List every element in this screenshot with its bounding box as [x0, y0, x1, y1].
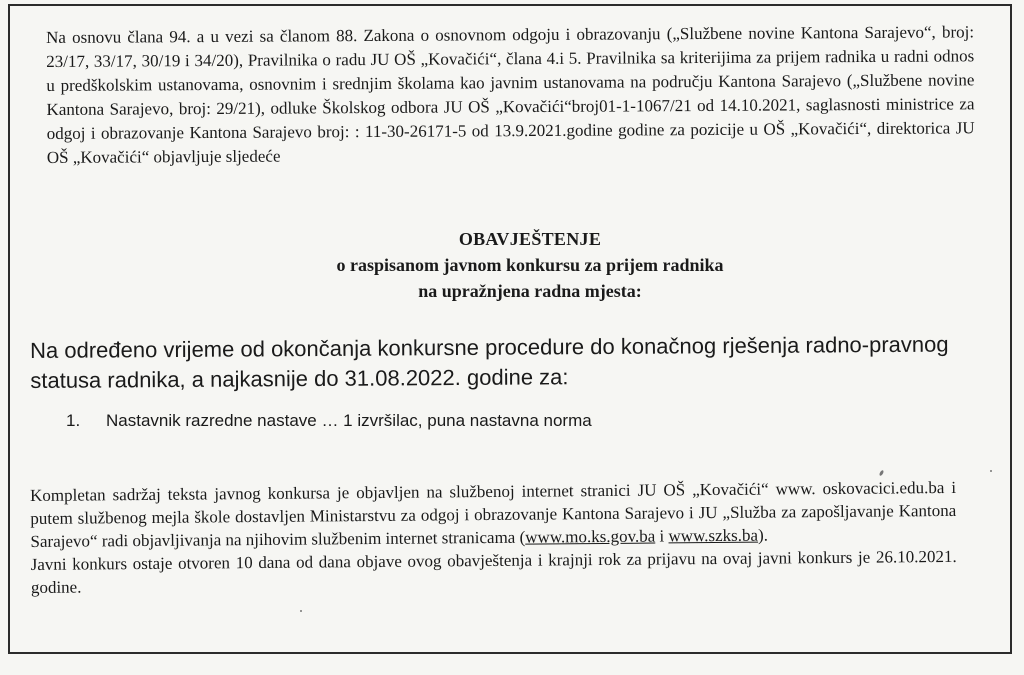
- footer-p1-end: ).: [757, 525, 769, 545]
- notice-heading: [250, 226, 810, 304]
- notice-title: OBAVJEŠTENJE: [458, 229, 602, 249]
- footer-p1-mid: i: [655, 526, 669, 546]
- footer-p1-text: Kompletan sadržaj teksta javnog konkursa je objavljen na službenoj internet stranici JU OŠ „Kovačići“ www. oskovacici.edu.ba i putem službenog mejla škole dostavljen Ministarstvu za odgoj i obrazovanje Kantona Sarajevo i JU „Služba za zapošljavanje Kantona Sarajevo“ radi objavljivanja na njihovim službenim internet stranicama (: [30, 477, 957, 551]
- list-item: [66, 410, 766, 432]
- footer-text: [30, 476, 957, 599]
- intro-paragraph: Na osnovu člana 94. a u vezi sa članom 88. Zakona o osnovnom odgoju i obrazovanju („Službene novine Kantona Sarajevo“, broj: 23/17, 33/17, 30/19 i 34/20), Pravilnika o radu JU OŠ „Kovačići“, člana 4.i 5. Pravilnika sa kriterijima za prijem radnika u radni odnos u predškolskim ustanovama, osnovnim i srednjim školama kao javnim ustanovama na području Kantona Sarajevo („Službene novine Kantona Sarajevo, broj: 29/21), odluke Školskog odbora JU OŠ „Kovačići“broj01-1-1067/21 od 14.10.2021, saglasnosti ministrice za odgoj i obrazovanje Kantona Sarajevo broj: : 11-30-26171-5 od 13.9.2021.godine godine za pozicije u OŠ „Kovačići“, direktorica JU OŠ „Kovačići“ objavljuje sljedeće: [46, 22, 975, 167]
- notice-subtitle-line-2: na upražnjena radna mjesta:: [418, 281, 642, 301]
- scan-speck: [990, 470, 992, 472]
- main-statement: Na određeno vrijeme od okončanja konkursne procedure do konačnog rješenja radno-pravnog statusa radnika, a najkasnije do 31.08.2022. godine za:: [30, 331, 949, 393]
- link-szks: www.szks.ba: [668, 525, 759, 546]
- scan-speck: [300, 610, 302, 612]
- link-mo-ks: www.mo.ks.gov.ba: [525, 526, 656, 547]
- notice-subtitle-line-1: o raspisanom javnom konkursu za prijem radnika: [336, 255, 724, 275]
- footer-paragraph-1: [30, 476, 957, 553]
- list-item-number: 1.: [66, 411, 81, 430]
- footer-paragraph-2: Javni konkurs ostaje otvoren 10 dana od dana objave ovog obavještenja i krajnji rok za prijavu na ovaj javni konkurs je 26.10.2021. godine.: [30, 546, 957, 597]
- list-item-text: Nastavnik razredne nastave … 1 izvršilac, puna nastavna norma: [106, 411, 592, 430]
